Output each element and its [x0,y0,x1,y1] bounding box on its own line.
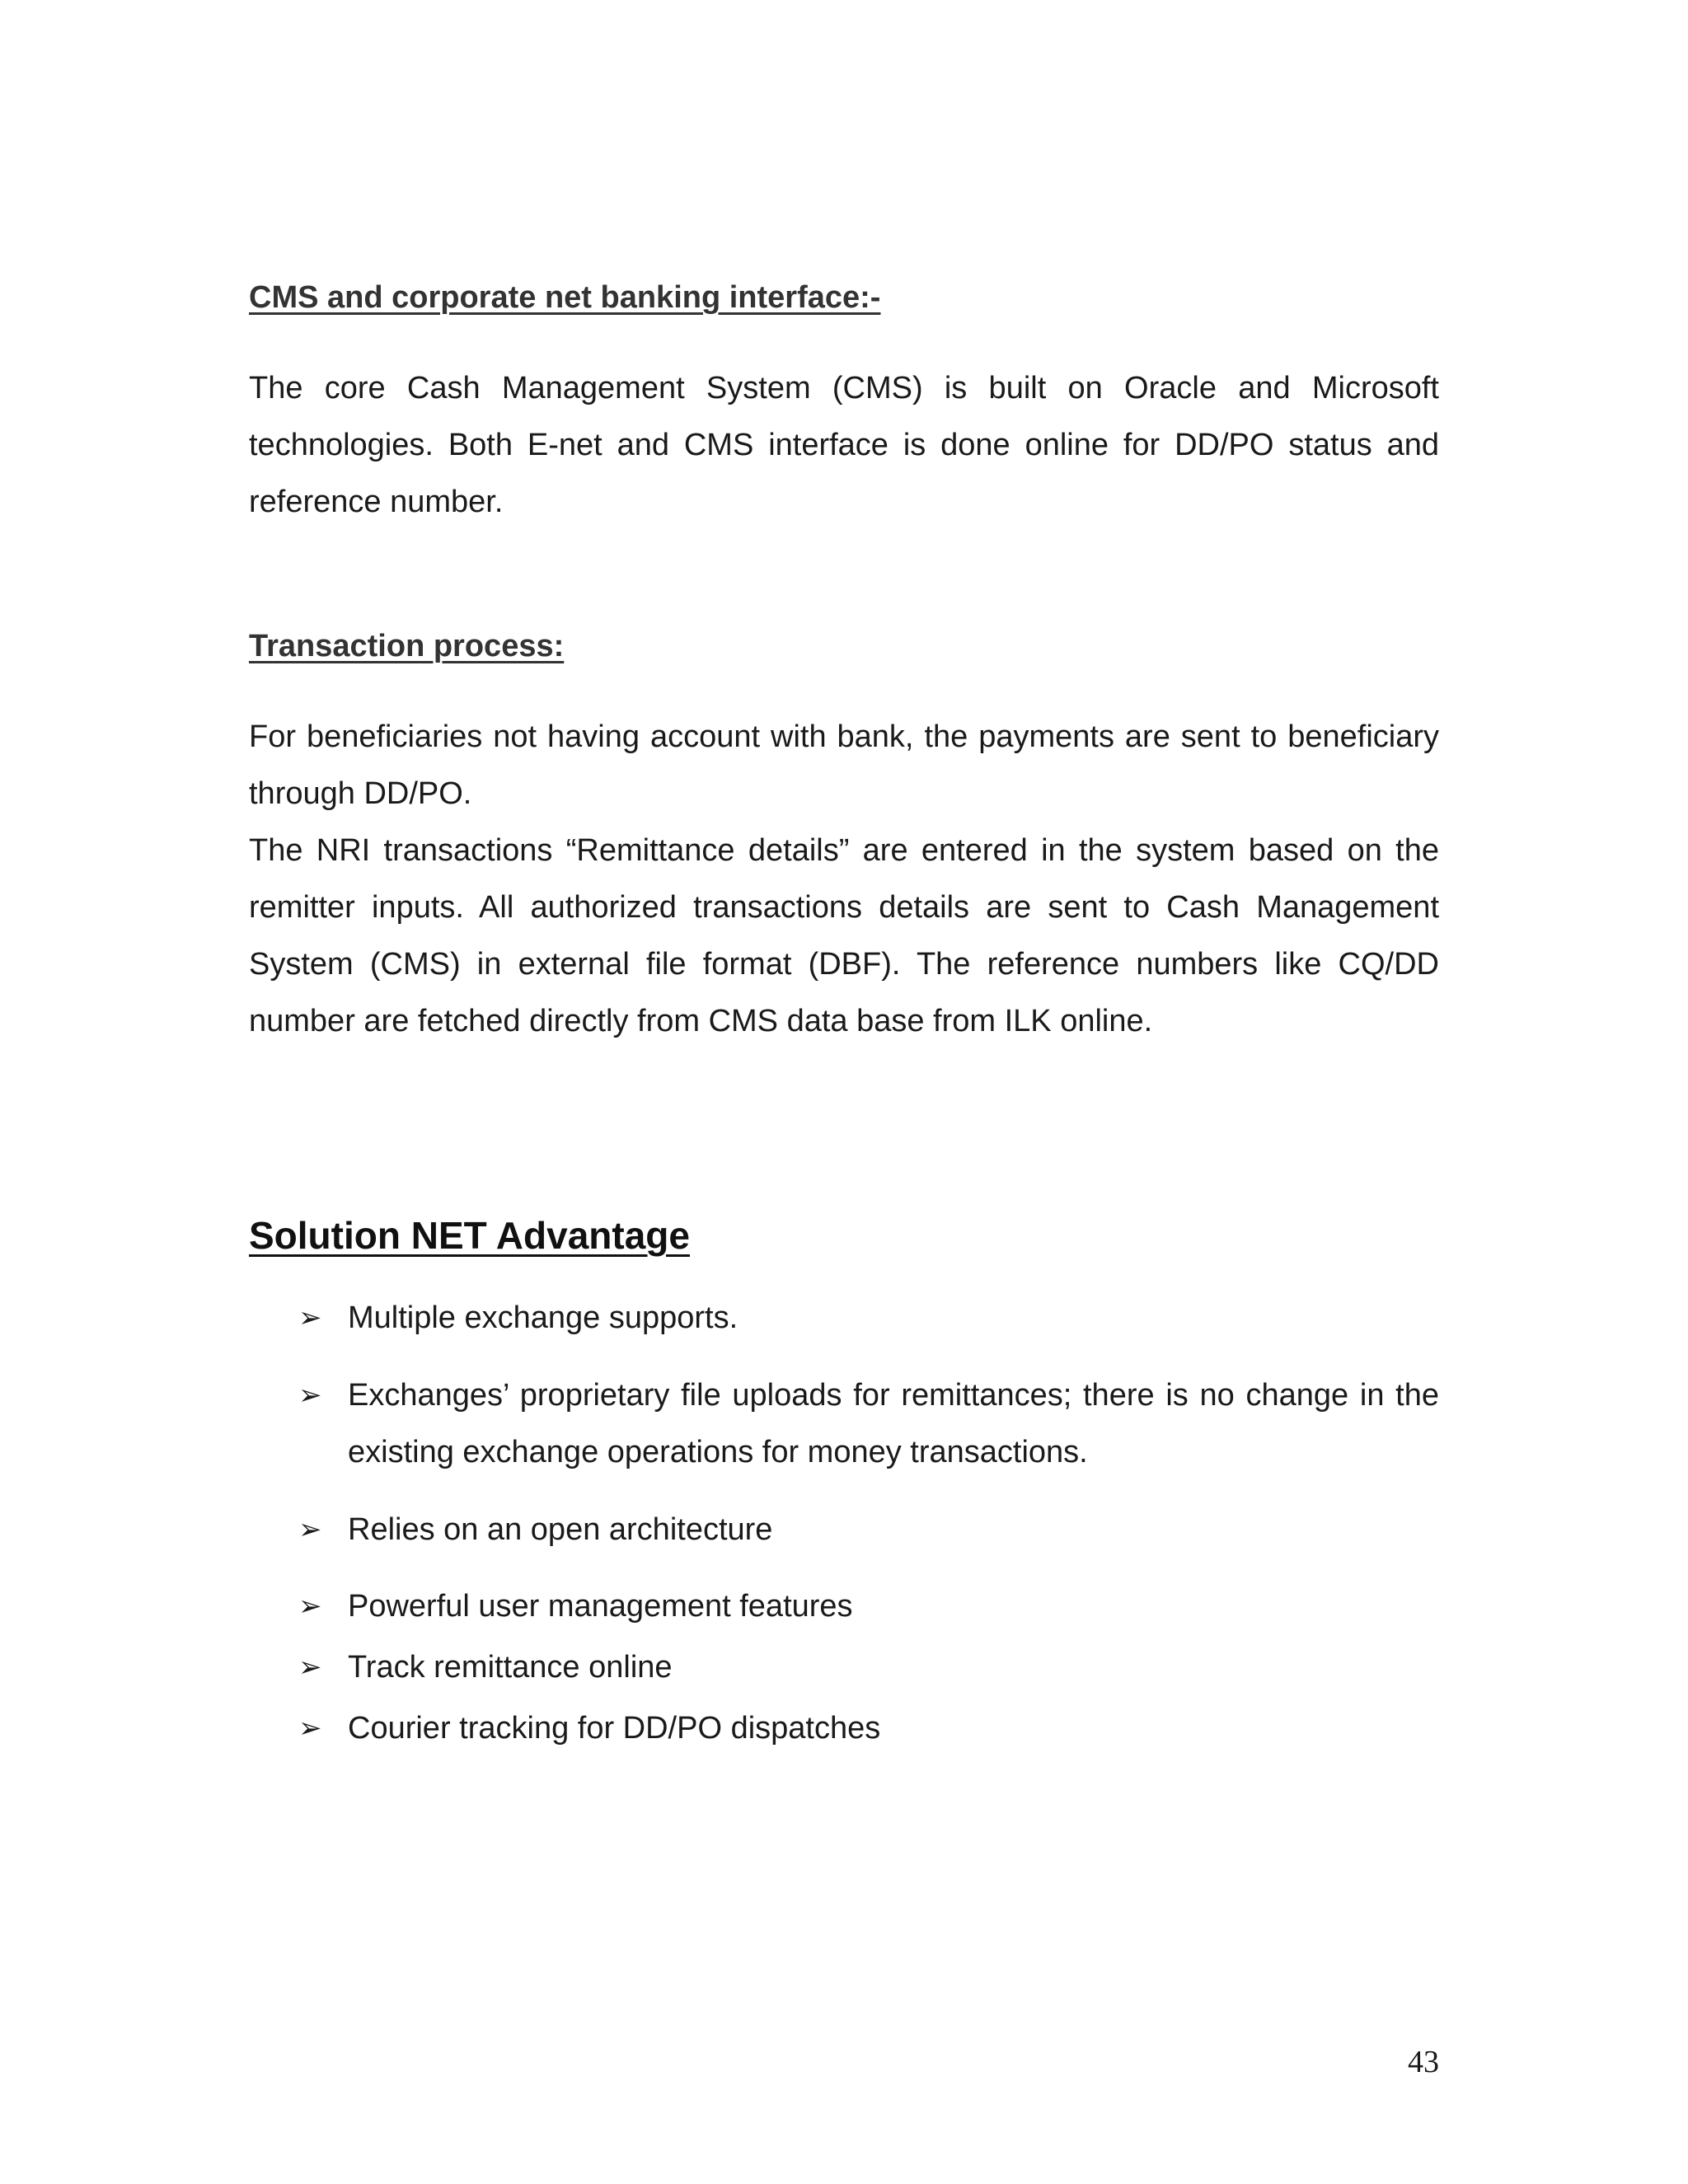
list-item [298,1700,1439,1757]
cms-section-paragraph: The core Cash Management System (CMS) is built on Oracle and Microsoft technologies. Both E-net and CMS interface is done online for DD/PO status and reference number. [249,371,1439,519]
page-number: 43 [1408,2045,1439,2079]
transaction-section-heading: Transaction process: [249,629,565,663]
list-item [298,1290,1439,1347]
transaction-paragraph-2: The NRI transactions “Remittance details” are entered in the system based on the remitter inputs. All authorized transactions details are sent to Cash Management System (CMS) in external file format (DBF). The reference numbers like CQ/DD number are fetched directly from CMS data base from ILK online. [249,833,1439,1038]
transaction-paragraph-1: For beneficiaries not having account with bank, the payments are sent to beneficiary through DD/PO. [249,719,1439,811]
arrowhead-bullet-icon: ➢ [298,1380,322,1411]
arrowhead-bullet-icon: ➢ [298,1652,322,1683]
list-item-text: Multiple exchange supports. [348,1301,738,1335]
list-item-text: Exchanges’ proprietary file uploads for remittances; there is no change in the existing exchange operations for money transactions. [348,1378,1439,1469]
advantage-section-heading: Solution NET Advantage [249,1214,690,1257]
list-item-text: Powerful user management features [348,1589,853,1624]
list-item-text: Relies on an open architecture [348,1512,773,1547]
list-item [298,1367,1439,1481]
arrowhead-bullet-icon: ➢ [298,1591,322,1622]
list-item [298,1502,1439,1558]
list-item [298,1639,1439,1696]
arrowhead-bullet-icon: ➢ [298,1302,322,1333]
list-item-text: Courier tracking for DD/PO dispatches [348,1711,881,1746]
arrowhead-bullet-icon: ➢ [298,1514,322,1545]
list-item-text: Track remittance online [348,1650,673,1685]
list-item [298,1578,1439,1635]
arrowhead-bullet-icon: ➢ [298,1713,322,1744]
cms-section-heading: CMS and corporate net banking interface:- [249,280,881,315]
